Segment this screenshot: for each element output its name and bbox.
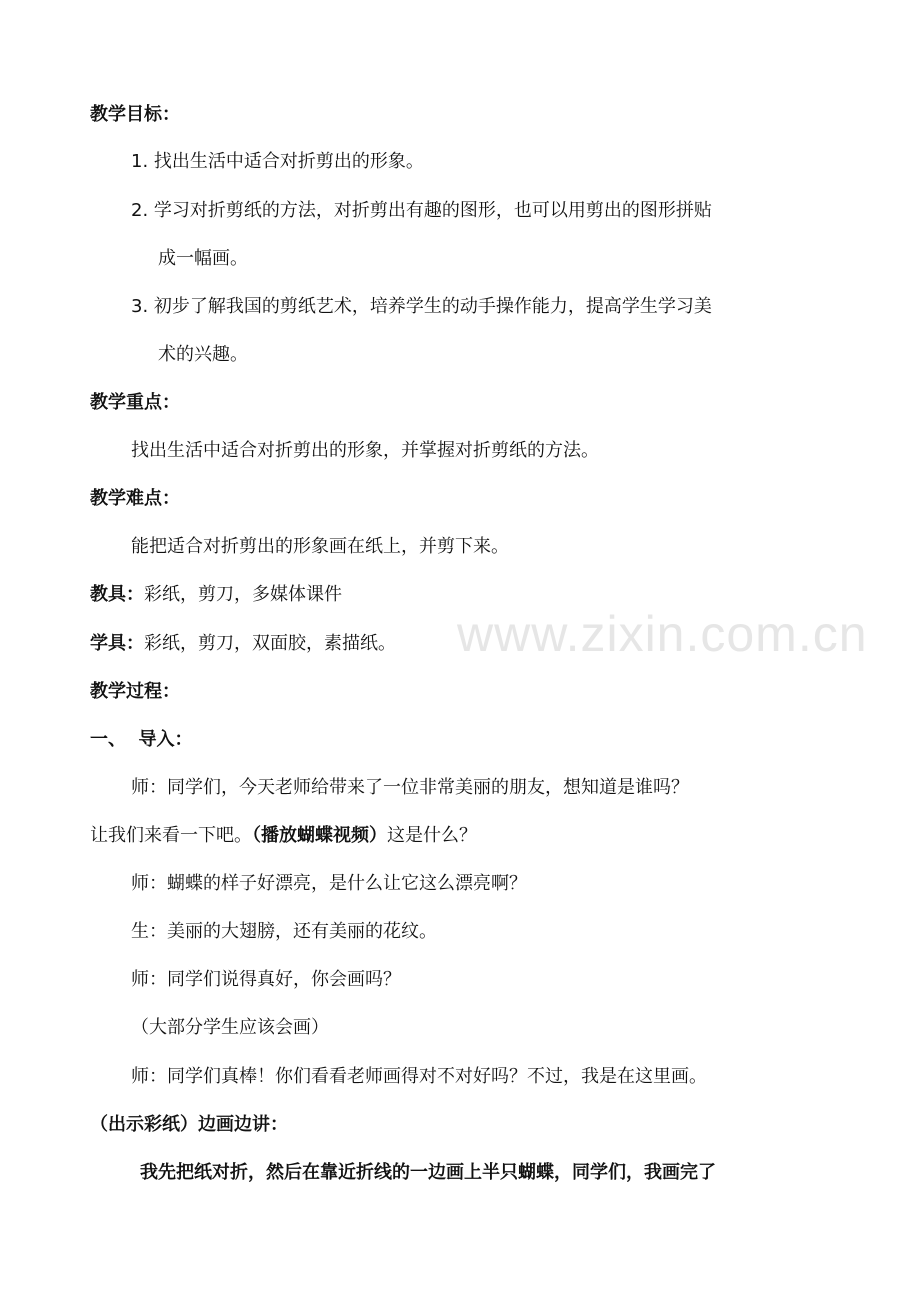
- difficulties-heading: 教学难点：: [90, 488, 180, 509]
- objective-item-3-cont: 术的兴趣。: [158, 344, 248, 365]
- difficulties-text: 能把适合对折剪出的形象画在纸上，并剪下来。: [131, 536, 509, 557]
- learning-aids-label: 学具：: [90, 633, 144, 654]
- paragraph-3: 生：美丽的大翅膀，还有美丽的花纹。: [131, 921, 437, 942]
- key-points-heading: 教学重点：: [90, 392, 180, 413]
- section-1-heading: 一、 导入：: [90, 729, 193, 750]
- paragraph-1: 师：同学们，今天老师给带来了一位非常美丽的朋友，想知道是谁吗？: [131, 777, 689, 798]
- paragraph-1-cont: [90, 823, 477, 849]
- key-points-text: 找出生活中适合对折剪出的形象，并掌握对折剪纸的方法。: [131, 440, 599, 461]
- watermark: www.zixin.com.cn: [457, 606, 868, 662]
- objectives-heading: 教学目标：: [90, 104, 180, 125]
- paragraph-4: 师：同学们说得真好，你会画吗？: [131, 969, 401, 990]
- paragraph-1-cont-start: 让我们来看一下吧。: [90, 825, 252, 846]
- learning-aids-text: 彩纸，剪刀，双面胶，素描纸。: [144, 633, 396, 654]
- paragraph-5: （大部分学生应该会画）: [131, 1017, 329, 1038]
- paragraph-1-cont-end: 这是什么？: [387, 825, 477, 846]
- paragraph-8: 我先把纸对折，然后在靠近折线的一边画上半只蝴蝶，同学们，我画完了: [140, 1162, 716, 1183]
- paragraph-6: 师：同学们真棒！你们看看老师画得对不对好吗？不过，我是在这里画。: [131, 1066, 707, 1087]
- paragraph-7: （出示彩纸）边画边讲：: [90, 1114, 288, 1135]
- teaching-aids-text: 彩纸，剪刀，多媒体课件: [144, 584, 342, 605]
- teaching-aids: [90, 582, 342, 608]
- video-note: （播放蝴蝶视频）: [252, 825, 387, 846]
- process-heading: 教学过程：: [90, 681, 180, 702]
- objective-item-3: 3. 初步了解我国的剪纸艺术，培养学生的动手操作能力，提高学生学习美: [131, 296, 712, 317]
- objective-item-1: 1. 找出生活中适合对折剪出的形象。: [131, 151, 424, 172]
- objective-item-2-cont: 成一幅画。: [158, 248, 248, 269]
- paragraph-2: 师：蝴蝶的样子好漂亮，是什么让它这么漂亮啊？: [131, 873, 527, 894]
- objective-item-2: 2. 学习对折剪纸的方法，对折剪出有趣的图形，也可以用剪出的图形拼贴: [131, 200, 712, 221]
- teaching-aids-label: 教具：: [90, 584, 144, 605]
- learning-aids: [90, 631, 396, 657]
